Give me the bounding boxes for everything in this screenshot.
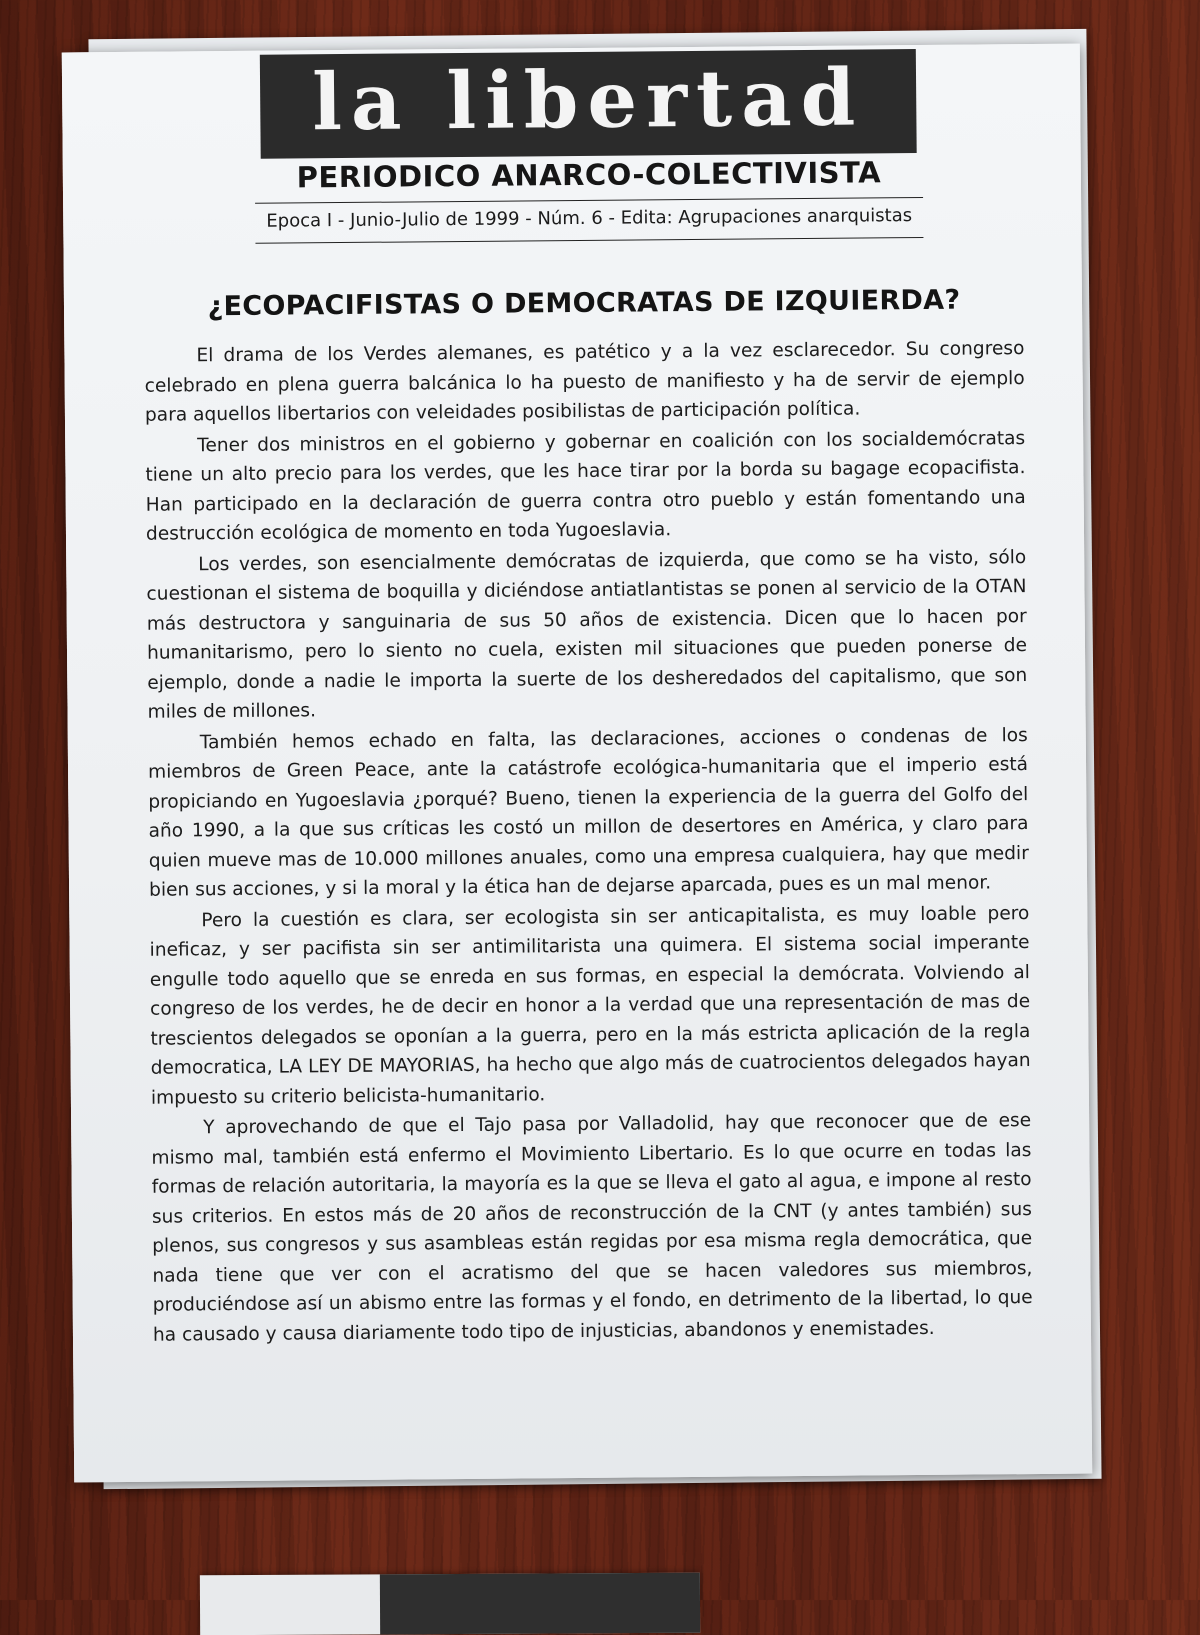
second-sheet-edge [200, 1573, 700, 1635]
masthead-title: la libertad [311, 52, 865, 149]
article-paragraph: Tener dos ministros en el gobierno y gobernar en coalición con los socialdemócratas tiene un alto precio para los verdes, que les hace tirar por la borda su bagage ecopacifista. Han participado en la declaración de guerra contra otro pueblo y están fomentando una destrucción ecológica de momento en toda Yugoeslavia. [145, 427, 1026, 545]
divider-bottom [255, 237, 923, 244]
article-headline: ¿ECOPACIFISTAS O DEMOCRATAS DE IZQUIERDA? [207, 284, 961, 323]
newspaper-page [62, 44, 1092, 1483]
article-paragraph: El drama de los Verdes alemanes, es patético y a la vez esclarecedor. Su congreso celebrado en plena guerra balcánica lo ha puesto de manifiesto y ha de servir de ejemplo para aquellos libertarios con veleidades posibilistas de participación política. [144, 338, 1025, 426]
masthead-subtitle: PERIODICO ANARCO-COLECTIVISTA [296, 155, 882, 195]
article-body [144, 334, 1033, 1350]
article-paragraph: Pero la cuestión es clara, ser ecologista sin ser anticapitalista, es muy loable pero ineficaz, y ser pacifista sin ser antimilitarista una quimera. El sistema social imperante engulle todo aquello que se enreda en sus formas, en especial la demócrata. Volviendo al congreso de los verdes, he de decir en honor a la verdad que una representación de mas de trescientos delegados se oponían a la guerra, pero en la más estricta aplicación de la regla democratica, LA LEY DE MAYORIAS, ha hecho que algo más de cuatrocientos delegados hayan impuesto su criterio belicista-humanitario. [149, 902, 1031, 1109]
masthead-banner [260, 49, 917, 159]
article-paragraph: Y aprovechando de que el Tajo pasa por Valladolid, hay que reconocer que de ese mismo mal, también está enfermo el Movimiento Libertario. Es lo que ocurre en todas las formas de relación autoritaria, la mayoría es la que se lleva el gato al agua, e impone al resto sus criterios. En estos más de 20 años de reconstrucción de la CNT (y antes también) sus plenos, sus congresos y sus asambleas están regidas por esa misma regla democrática, que nada tiene que ver con el acratismo del que se hacen valedores sus miembros, produciéndose así un abismo entre las formas y el fondo, en detrimento de la libertad, lo que ha causado y causa diariamente todo tipo de injusticias, abandonos y enemistades. [151, 1110, 1033, 1346]
issue-line: Epoca I - Junio-Julio de 1999 - Núm. 6 - Edita: Agrupaciones anarquistas [266, 205, 913, 232]
second-sheet-banner [380, 1573, 700, 1635]
article-paragraph: También hemos echado en falta, las declaraciones, acciones o condenas de los miembros de Green Peace, ante la catástrofe ecológica-humanitaria que el imperio está propiciando en Yugoeslavia ¿porqué? Bueno, tienen la experiencia de la guerra del Golfo del año 1990, a la que sus críticas les costó un millon de desertores en América, y claro para quien mueve mas de 10.000 millones anuales, como una empresa cualquiera, hay que medir bien sus acciones, y si la moral y la ética han de dejarse aparcada, pues es un mal menor. [147, 724, 1029, 901]
article-paragraph: Los verdes, son esencialmente demócratas de izquierda, que como se ha visto, sólo cuestionan el sistema de boquilla y diciéndose antiatlantistas se ponen al servicio de la OTAN más destructora y sanguinaria de sus 50 años de existencia. Dicen que lo hacen por humanitarismo, pero lo siento no cuela, existen mil situaciones que pueden ponerse de ejemplo, donde a nadie le importa la suerte de los desheredados del capitalismo, que son miles de millones. [146, 546, 1028, 723]
